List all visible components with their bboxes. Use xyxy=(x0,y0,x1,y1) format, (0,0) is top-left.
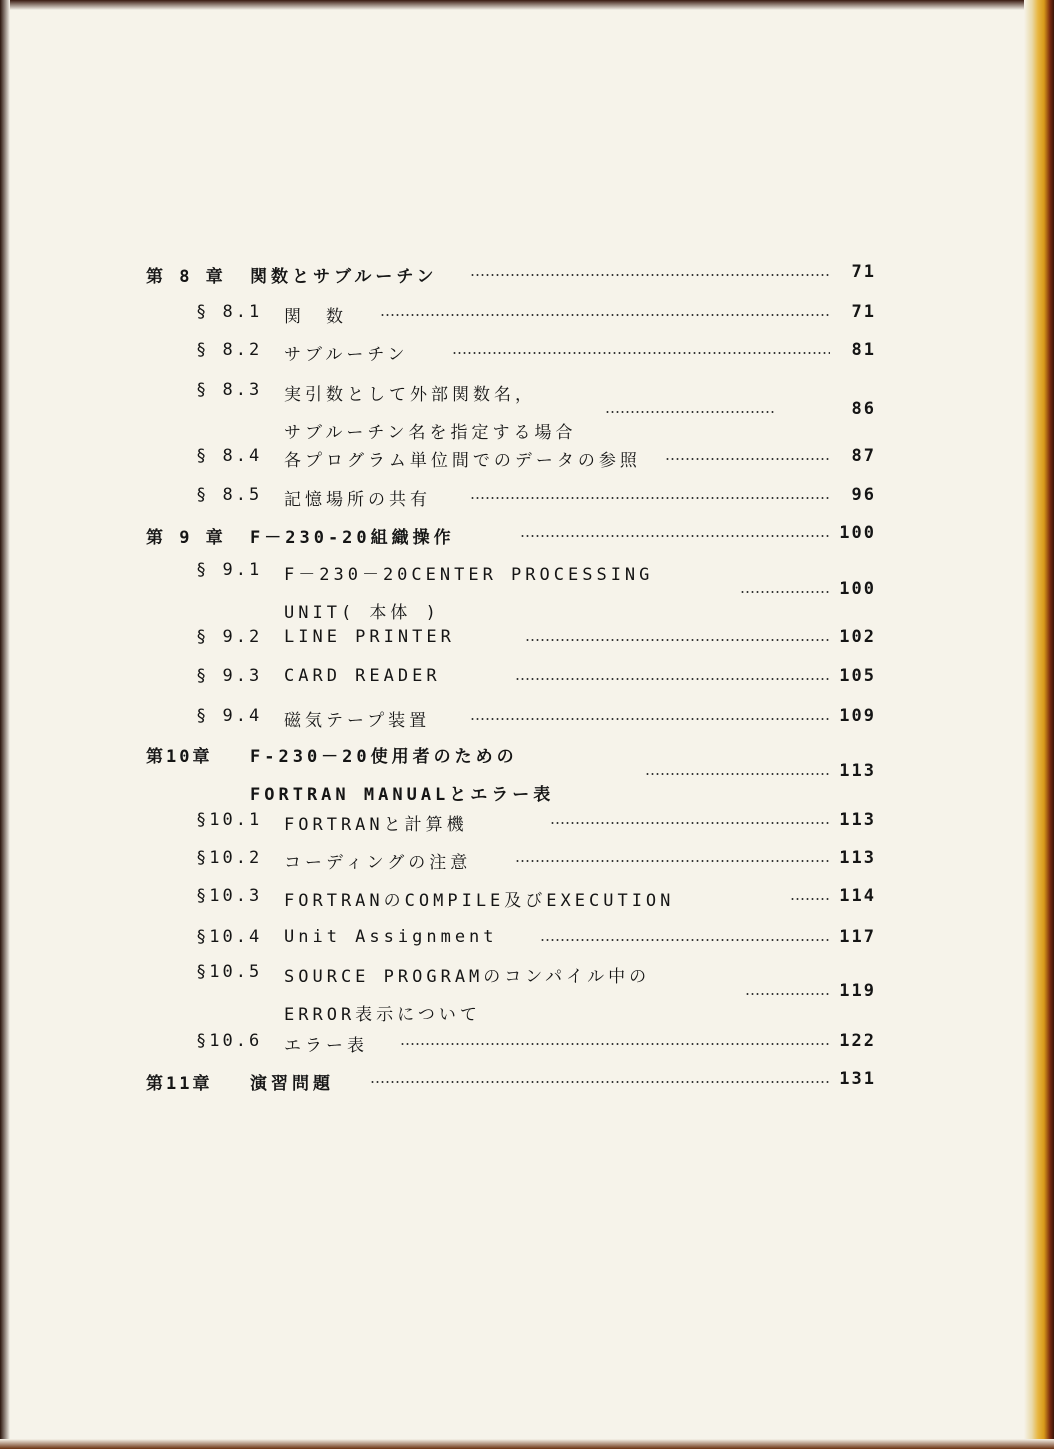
leader-dots xyxy=(605,411,775,413)
section-number: §10.5 xyxy=(196,962,263,982)
leader-dots xyxy=(380,314,830,316)
leader-dots xyxy=(470,718,830,720)
page-number: 96 xyxy=(851,485,876,505)
entry-title-line: 実引数として外部関数名， xyxy=(284,385,536,405)
page-number: 87 xyxy=(851,446,876,466)
leader-dots xyxy=(520,535,830,537)
section-number: § 9.2 xyxy=(196,627,263,647)
page-number: 102 xyxy=(839,627,876,647)
page-number: 71 xyxy=(851,262,876,282)
page-number: 105 xyxy=(839,666,876,686)
entry-title-line: FORTRAN MANUALとエラー表 xyxy=(250,785,555,805)
leader-dots xyxy=(370,1081,830,1083)
page-number: 122 xyxy=(839,1031,876,1051)
section-number: §10.3 xyxy=(196,886,263,906)
leader-dots xyxy=(525,639,830,641)
leader-dots xyxy=(550,822,830,824)
entry-title-line: ERROR表示について xyxy=(284,1005,481,1025)
page-number: 113 xyxy=(839,810,876,830)
leader-dots xyxy=(665,458,830,460)
chapter-number: 第10章 xyxy=(146,747,213,767)
entry-title-line: FORTRANのCOMPILE及びEXECUTION xyxy=(284,891,675,911)
page-number: 100 xyxy=(839,579,876,599)
page-number: 86 xyxy=(851,399,876,419)
entry-title-line: F－230-20組織操作 xyxy=(250,528,455,548)
entry-title-line: CARD READER xyxy=(284,666,441,686)
entry-title-line: 関 数 xyxy=(284,307,347,327)
leader-dots xyxy=(470,497,830,499)
section-number: § 8.3 xyxy=(196,380,263,400)
leader-dots xyxy=(470,274,830,276)
entry-title-line: 関数とサブルーチン xyxy=(250,267,438,287)
entry-title-line: 各プログラム単位間でのデータの参照 xyxy=(284,451,641,471)
section-number: § 8.1 xyxy=(196,302,263,322)
section-number: § 8.4 xyxy=(196,446,263,466)
page-number: 119 xyxy=(839,981,876,1001)
page-number: 109 xyxy=(839,706,876,726)
page-number: 114 xyxy=(839,886,876,906)
leader-dots xyxy=(645,773,830,775)
leader-dots xyxy=(515,860,830,862)
section-number: §10.6 xyxy=(196,1031,263,1051)
entry-title-line: サブルーチン xyxy=(284,345,409,365)
section-number: § 9.3 xyxy=(196,666,263,686)
chapter-number: 第 9 章 xyxy=(146,528,226,548)
page-number: 113 xyxy=(839,848,876,868)
entry-title-line: 磁気テープ装置 xyxy=(284,711,431,731)
section-number: § 9.4 xyxy=(196,706,263,726)
leader-dots xyxy=(515,678,830,680)
section-number: §10.1 xyxy=(196,810,263,830)
entry-title-line: エラー表 xyxy=(284,1036,368,1056)
section-number: § 8.5 xyxy=(196,485,263,505)
entry-title-line: コーディングの注意 xyxy=(284,853,472,873)
entry-title-line: F-230－20使用者のための xyxy=(250,747,518,767)
leader-dots xyxy=(540,939,830,941)
section-number: §10.2 xyxy=(196,848,263,868)
entry-title-line: サブルーチン名を指定する場合 xyxy=(284,423,577,443)
page-number: 100 xyxy=(839,523,876,543)
page-number: 81 xyxy=(851,340,876,360)
leader-dots xyxy=(452,352,830,354)
entry-title-line: LINE PRINTER xyxy=(284,627,455,647)
page-number: 117 xyxy=(839,927,876,947)
entry-title-line: FORTRANと計算機 xyxy=(284,815,468,835)
entry-title-line: UNIT( 本体 ) xyxy=(284,603,440,623)
section-number: § 9.1 xyxy=(196,560,263,580)
page-number: 71 xyxy=(851,302,876,322)
chapter-number: 第 8 章 xyxy=(146,267,226,287)
entry-title-line: 記憶場所の共有 xyxy=(284,490,431,510)
page-number: 113 xyxy=(839,761,876,781)
section-number: § 8.2 xyxy=(196,340,263,360)
leader-dots xyxy=(400,1043,830,1045)
entry-title-line: 演習問題 xyxy=(250,1074,334,1094)
entry-title-line: F－230－20CENTER PROCESSING xyxy=(284,565,654,585)
entry-title-line: SOURCE PROGRAMのコンパイル中の xyxy=(284,967,651,987)
section-number: §10.4 xyxy=(196,927,263,947)
entry-title-line: Unit Assignment xyxy=(284,927,498,947)
page-number: 131 xyxy=(839,1069,876,1089)
chapter-number: 第11章 xyxy=(146,1074,213,1094)
